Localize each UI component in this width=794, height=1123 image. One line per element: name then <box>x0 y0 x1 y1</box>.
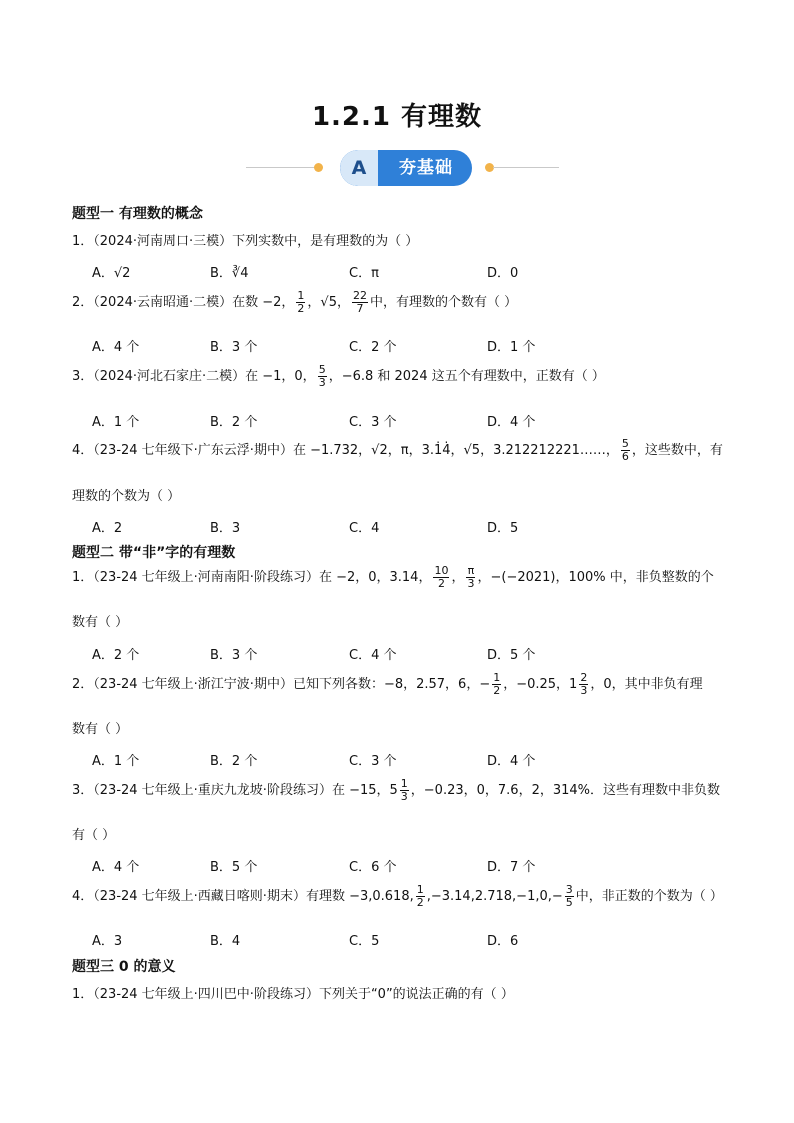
option-d[interactable]: D．5 个 <box>487 648 536 663</box>
banner-left-dot <box>314 163 323 172</box>
option-d[interactable]: D．6 <box>487 934 519 949</box>
fraction: $\frac{5}{3}$ <box>318 363 326 389</box>
option-a[interactable]: A．4 个 <box>92 340 140 355</box>
option-c[interactable]: C．5 <box>349 934 380 949</box>
option-b[interactable]: B．5 个 <box>210 860 258 875</box>
page-title: 1.2.1 有理数 <box>311 102 483 132</box>
question-2-2-line2: 数有（ ） <box>72 722 129 737</box>
option-d[interactable]: D．1 个 <box>487 340 536 355</box>
question-2-1-line2: 数有（ ） <box>72 615 129 630</box>
section-heading: 题型三 0 的意义 <box>72 959 176 975</box>
option-c[interactable]: C．3 个 <box>349 754 397 769</box>
section-heading: 题型一 有理数的概念 <box>72 206 203 222</box>
option-d[interactable]: D．5 <box>487 521 519 536</box>
option-b[interactable]: B．3 <box>210 521 241 536</box>
question-1-4-line2: 理数的个数为（ ） <box>72 489 181 504</box>
option-c[interactable]: C．6 个 <box>349 860 397 875</box>
option-c[interactable]: C．4 <box>349 521 380 536</box>
question-1-3: 3．（2024·河北石家庄·二模）在 −1，0， $\frac{5}{3}$ ，−6.8 和 2024 这五个有理数中，正数有（ ） <box>72 363 605 389</box>
question-2-2: 2．（23-24 七年级上·浙江宁波·期中）已知下列各数：−8，2.57，6，− $\frac{1}{2}$ ，−0.25，1 $\frac{2}{3}$ ，0，其中非负有理 <box>72 671 703 697</box>
option-c[interactable]: C．2 个 <box>349 340 397 355</box>
option-a[interactable]: A．1 个 <box>92 754 140 769</box>
question-1-1: 1．（2024·河南周口·三模）下列实数中，是有理数的为（ ） <box>72 234 419 249</box>
fraction: $\frac{1}{2}$ <box>416 883 424 909</box>
question-2-3: 3．（23-24 七年级上·重庆九龙坡·阶段练习）在 −15，5 $\frac{1}{3}$ ，−0.23，0，7.6，2，314%．这些有理数中非负数 <box>72 777 721 803</box>
option-b[interactable]: B．3 个 <box>210 648 258 663</box>
fraction: $\frac{22}{7}$ <box>352 289 367 315</box>
option-d[interactable]: D．7 个 <box>487 860 536 875</box>
fraction: $\frac{1}{3}$ <box>400 777 408 803</box>
option-c[interactable]: C．π <box>349 266 379 281</box>
option-b[interactable]: B．2 个 <box>210 415 258 430</box>
question-1-4: 4．（23-24 七年级下·广东云浮·期中）在 −1.732，√2，π，3.1̇4̇，√5，3.212212221……， $\frac{5}{6}$ ，这些数中，有 <box>72 437 723 463</box>
fraction: $\frac{2}{3}$ <box>580 671 588 697</box>
option-b[interactable]: B．3 个 <box>210 340 258 355</box>
question-1-2: 2．（2024·云南昭通·二模）在数 −2， $\frac{1}{2}$ ，√5， $\frac{22}{7}$ 中，有理数的个数有（ ） <box>72 289 518 315</box>
fraction: $\frac{3}{5}$ <box>565 883 573 909</box>
option-b[interactable]: B．4 <box>210 934 241 949</box>
question-2-3-line2: 有（ ） <box>72 828 116 843</box>
banner-left-line <box>246 167 316 168</box>
option-b[interactable]: B．∛4 <box>210 266 249 281</box>
level-badge <box>340 150 472 186</box>
fraction: $\frac{10}{2}$ <box>434 564 449 590</box>
fraction: $\frac{\pi}{3}$ <box>467 564 475 590</box>
option-d[interactable]: D．0 <box>487 266 519 281</box>
option-b[interactable]: B．2 个 <box>210 754 258 769</box>
option-d[interactable]: D．4 个 <box>487 415 536 430</box>
option-a[interactable]: A．√2 <box>92 266 131 281</box>
level-letter: A <box>340 150 378 186</box>
question-3-1: 1．（23-24 七年级上·四川巴中·阶段练习）下列关于“0”的说法正确的有（ ） <box>72 987 514 1002</box>
option-a[interactable]: A．1 个 <box>92 415 140 430</box>
option-a[interactable]: A．2 个 <box>92 648 140 663</box>
option-a[interactable]: A．4 个 <box>92 860 140 875</box>
fraction: $\frac{1}{2}$ <box>493 671 501 697</box>
option-d[interactable]: D．4 个 <box>487 754 536 769</box>
level-label: 夯基础 <box>399 158 453 178</box>
section-banner <box>0 150 794 186</box>
fraction: $\frac{5}{6}$ <box>621 437 629 463</box>
section-heading: 题型二 带“非”字的有理数 <box>72 545 236 561</box>
question-2-1: 1．（23-24 七年级上·河南南阳·阶段练习）在 −2，0，3.14， $\frac{10}{2}$ ， $\frac{\pi}{3}$ ，−(−2021)，100% 中，非负整数的个 <box>72 564 714 590</box>
banner-right-line <box>493 167 559 168</box>
fraction: $\frac{1}{2}$ <box>297 289 305 315</box>
option-c[interactable]: C．3 个 <box>349 415 397 430</box>
question-2-4: 4．（23-24 七年级上·西藏日喀则·期末）有理数 −3,0.618, $\frac{1}{2}$ ,−3.14,2.718,−1,0,− $\frac{3}{5}$ 中，非正数的个数为（ ） <box>72 883 723 909</box>
option-a[interactable]: A．2 <box>92 521 123 536</box>
option-c[interactable]: C．4 个 <box>349 648 397 663</box>
option-a[interactable]: A．3 <box>92 934 123 949</box>
